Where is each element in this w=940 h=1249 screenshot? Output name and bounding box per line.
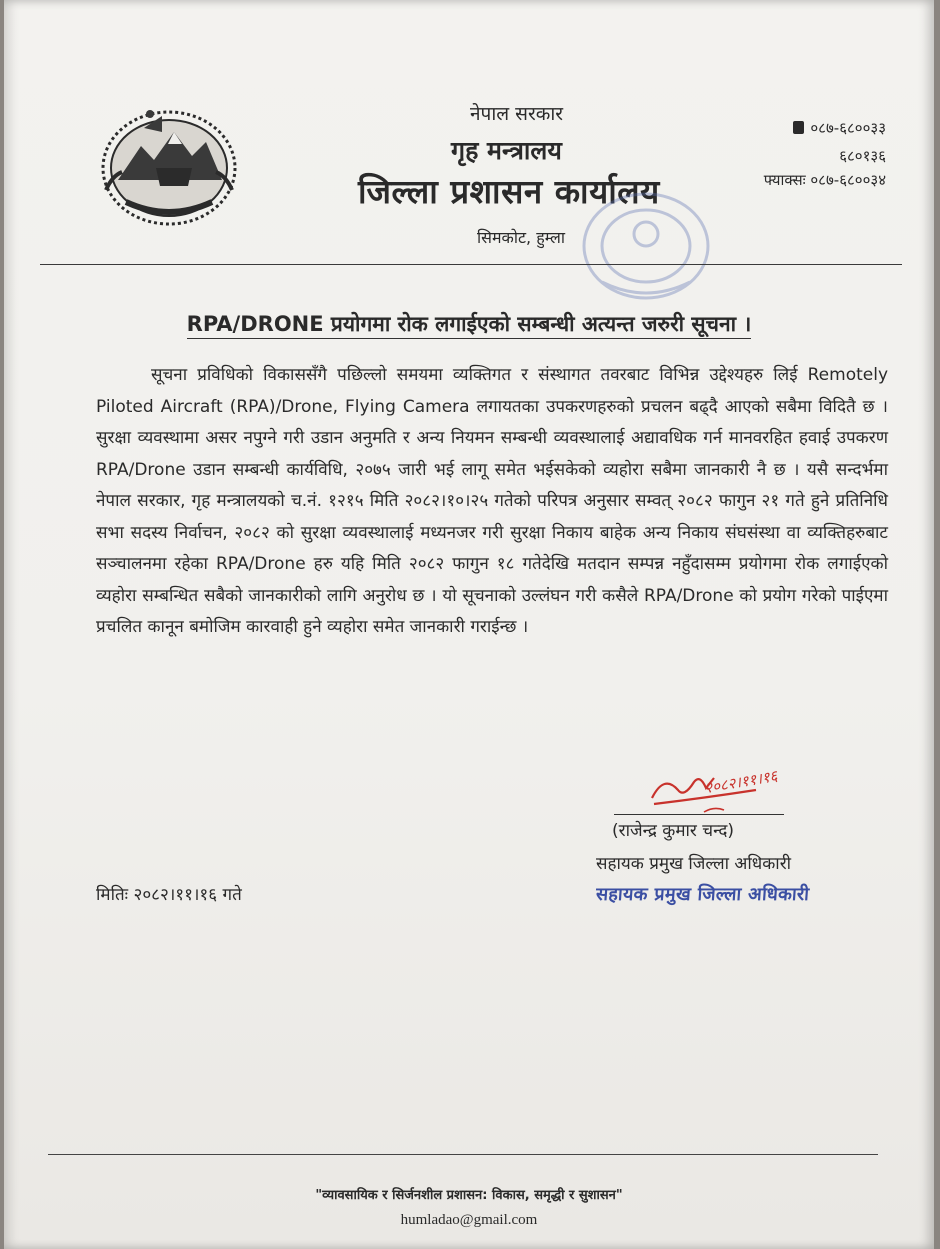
office-name: जिल्ला प्रशासन कार्यालय (358, 172, 660, 211)
signature-line (614, 814, 784, 815)
phone-icon (793, 121, 804, 134)
notice-subject: RPA/DRONE प्रयोगमा रोक लगाईएको सम्बन्धी अत्यन्त जरुरी सूचना । (4, 310, 934, 338)
handwritten-date: २०८२।११।१६ (702, 766, 779, 798)
government-name: नेपाल सरकार (470, 103, 564, 125)
body-paragraph: सूचना प्रविधिको विकाससँगै पछिल्लो समयमा व्यक्तिगत र संस्थागत तवरबाट विभिन्न उद्देश्यहरु लिई Remotely Piloted Aircraft (RPA)/Drone, Flying Camera लगायतका उपकरणहरुको प्रचलन बढ्दै आएको सबैमा विदितै छ । सुरक्षा व्यवस्थामा असर नपुग्ने गरी उडान अनुमति र अन्य नियमन सम्बन्धी व्यवस्थालाई अद्यावधिक गर्न मानवरहित हवाई उपकरण RPA/Drone उडान सम्बन्धी कार्यविधि, २०७५ जारी भई लागू समेत भईसकेको व्यहोरा सबैमा जानकारी नै छ । यसै सन्दर्भमा नेपाल सरकार, गृह मन्त्रालयको च.नं. १२१५ मिति २०८२।१०।२५ गतेको परिपत्र अनुसार सम्वत् २०८२ फागुन २१ गते हुने प्रतिनिधि सभा सदस्य निर्वाचन, २०८२ को सुरक्षा व्यवस्थालाई मध्यनजर गरी सुरक्षा निकाय बाहेक अन्य निकाय संघसंस्था वा व्यक्तिहरुबाट सञ्चालनमा रहेका RPA/Drone हरु यहि मिति २०८२ फागुन १८ गतेदेखि मतदान सम्पन्न नहुँदासम्म प्रयोगमा रोक लगाईएको व्यहोरा सम्बन्धित सबैको जानकारीको लागि अनुरोध छ । यो सूचनाको उल्लंघन गरी कसैले RPA/Drone को प्रयोग गरेको पाईएमा प्रचलित कानून बमोजिम कारवाही हुने व्यहोरा समेत जानकारी गराईन्छ । (96, 365, 888, 637)
issue-date: मितिः २०८२।११।१६ गते (96, 885, 242, 905)
footer-divider (48, 1154, 878, 1155)
ministry-name: गृह मन्त्रालय (451, 136, 562, 165)
contact-fax: फ्याक्सः ०८७-६८००३४ (763, 171, 886, 189)
document-page (4, 0, 934, 1249)
office-seal-stamp (566, 186, 716, 314)
signatory-name: (राजेन्द्र कुमार चन्द) (612, 821, 734, 841)
notice-body (96, 360, 888, 644)
signatory-title: सहायक प्रमुख जिल्ला अधिकारी (596, 854, 792, 874)
footer-email[interactable]: humladao@gmail.com (400, 1212, 538, 1228)
signatory-stamp: सहायक प्रमुख जिल्ला अधिकारी (595, 884, 810, 905)
footer-motto: "व्यावसायिक र सिर्जनशील प्रशासन: विकास, समृद्धी र सुशासन" (315, 1188, 623, 1203)
contact-phone-1: ०८७-६८००३३ (736, 118, 886, 138)
contact-phone-2: ६८०१३६ (839, 147, 886, 165)
header-divider (40, 264, 902, 265)
nepal-emblem-icon (96, 98, 242, 230)
office-location: सिमकोट, हुम्ला (477, 228, 565, 247)
